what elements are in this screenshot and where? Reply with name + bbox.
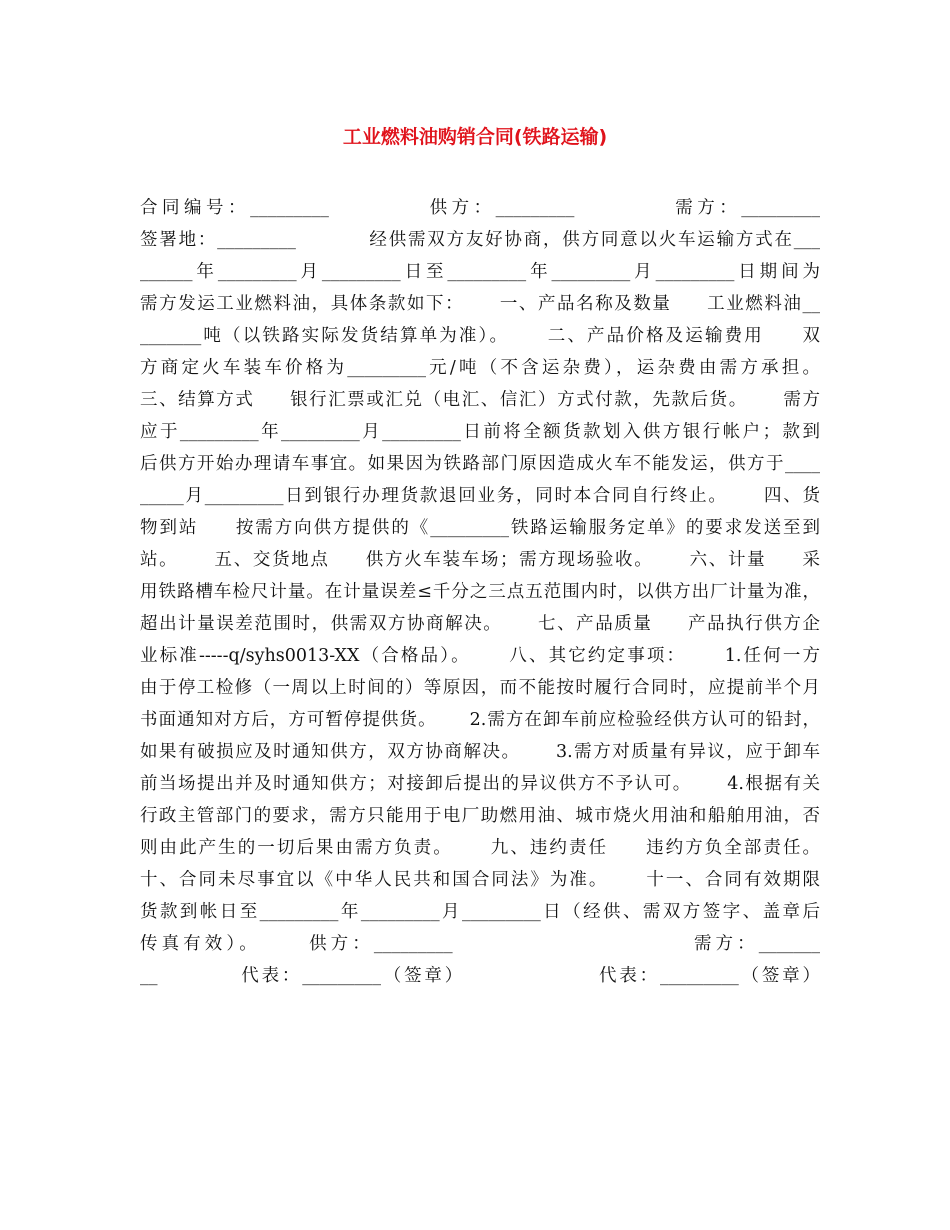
body-line: 应于_________年_________月_________日前将全额货款划入供方银行帐户；款到 [140,422,820,442]
body-line: 方商定火车装车价格为_________元/吨（不含运杂费），运杂费由需方承担。 [140,358,820,378]
body-line: 传真有效）。 供方：_________ 需方：_______ [140,934,820,954]
body-line: 业标准-----q/syhs0013-XX（合格品）。 八、其它约定事项： 1.任何一方 [140,646,820,666]
body-line: ______年_________月_________日至_________年_________月_________日期间为 [140,262,820,282]
body-line: 签署地：_________ 经供需双方友好协商，供方同意以火车运输方式在___ [140,230,820,250]
body-line: 书面通知对方后，方可暂停提供货。 2.需方在卸车前应检验经供方认可的铅封， [140,710,820,730]
body-line: 前当场提出并及时通知供方；对接卸后提出的异议供方不予认可。 4.根据有关 [140,774,820,794]
body-line: 则由此产生的一切后果由需方负责。 九、违约责任 违约方负全部责任。 [140,838,820,858]
body-line: 行政主管部门的要求，需方只能用于电厂助燃用油、城市烧火用油和船舶用油，否 [140,806,820,826]
body-line: 三、结算方式 银行汇票或汇兑（电汇、信汇）方式付款，先款后货。 需方 [140,390,820,410]
body-line: 合同编号：_________ 供方：_________ 需方：_________ [140,198,820,218]
contract-body [140,192,820,992]
body-line: 货款到帐日至_________年_________月_________日（经供、需双方签字、盖章后 [140,902,820,922]
body-line: 由于停工检修（一周以上时间的）等原因，而不能按时履行合同时，应提前半个月 [140,678,820,698]
body-line: _______吨（以铁路实际发货结算单为准）。 二、产品价格及运输费用 双 [140,326,820,346]
body-line: 物到站 按需方向供方提供的《_________铁路运输服务定单》的要求发送至到 [140,518,820,538]
body-line: 十、合同未尽事宜以《中华人民共和国合同法》为准。 十一、合同有效期限 [140,870,820,890]
body-line: 超出计量误差范围时，供需双方协商解决。 七、产品质量 产品执行供方企 [140,614,820,634]
body-line: 如果有破损应及时通知供方，双方协商解决。 3.需方对质量有异议，应于卸车 [140,742,820,762]
document-title: 工业燃料油购销合同(铁路运输) [342,126,608,148]
body-line: __ 代表：_________（签章） 代表：_________（签章） [140,966,820,986]
body-line: 站。 五、交货地点 供方火车装车场；需方现场验收。 六、计量 采 [140,550,820,570]
body-line: 用铁路槽车检尺计量。在计量误差≤千分之三点五范围内时，以供方出厂计量为准， [140,582,820,602]
body-line: _____月_________日到银行办理货款退回业务，同时本合同自行终止。 四、货 [140,486,820,506]
body-line: 需方发运工业燃料油，具体条款如下： 一、产品名称及数量 工业燃料油__ [140,294,820,314]
body-line: 后供方开始办理请车事宜。如果因为铁路部门原因造成火车不能发运，供方于____ [140,454,820,474]
